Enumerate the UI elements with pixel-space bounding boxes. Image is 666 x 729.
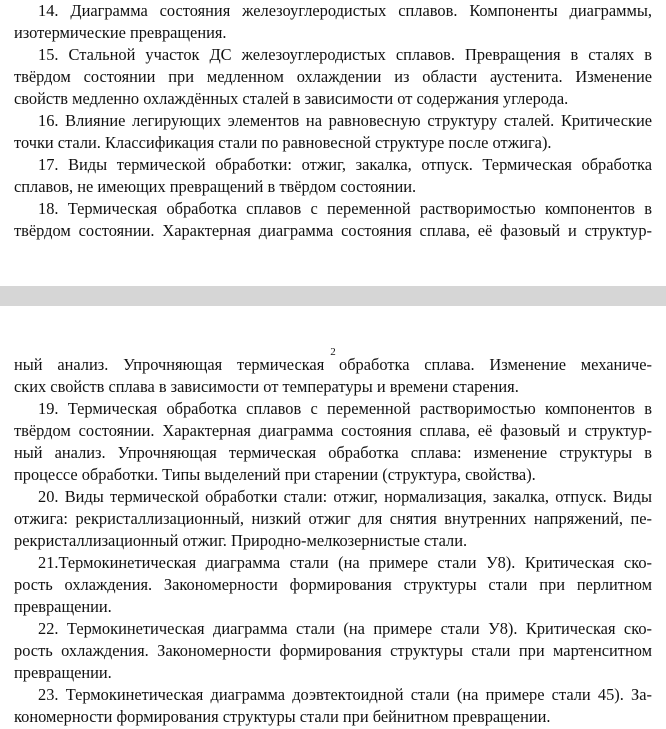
text-line: 16. Влияние легирующих элементов на равновесную структуру сталей. Критические [38,111,652,130]
text-line: сплавов, не имеющих превращений в твёрдом состоянии. [14,177,417,196]
page-number: 2 [330,346,336,358]
document-page-bottom [0,306,666,729]
text-line: рость охлаждения. Закономерности формирования структуры стали при перлитном [14,575,652,594]
document-page-top [0,0,666,286]
page-top-text [14,0,652,242]
page-separator [0,286,666,306]
text-line: твёрдом состоянии при медленном охлаждении из области аустенита. Изменение [14,67,652,86]
text-line: твёрдом состоянии. Характерная диаграмма состояния сплава, её фазовый и структур- [14,221,652,240]
text-line: 18. Термическая обработка сплавов с переменной растворимостью компонентов в [38,199,652,218]
text-line: ный анализ. Упрочняющая термическая обработка сплава. Изменение механиче- [14,355,652,374]
text-line: изотермические превращения. [14,23,227,42]
text-line: ный анализ. Упрочняющая термическая обработка сплава: изменение структуры в [14,443,652,462]
text-line: 15. Стальной участок ДС железоуглеродистых сплавов. Превращения в сталях в [38,45,652,64]
text-line: 20. Виды термической обработки стали: отжиг, нормализация, закалка, отпуск. Виды [38,487,652,506]
text-line: 17. Виды термической обработки: отжиг, закалка, отпуск. Термическая обработка [38,155,652,174]
text-line: рекристаллизационный отжиг. Природно-мелкозернистые стали. [14,531,468,550]
text-line: процессе обработки. Типы выделений при старении (структура, свойства). [14,465,536,484]
text-line: твёрдом состоянии. Характерная диаграмма состояния сплава, её фазовый и структур- [14,421,652,440]
text-line: точки стали. Классификация стали по равновесной структуре после отжига). [14,133,552,152]
page-bottom-text [14,354,652,728]
text-line: рость охлаждения. Закономерности формирования структуры стали при мартенситном [14,641,652,660]
text-line: отжига: рекристаллизационный, низкий отжиг для снятия внутренних напряжений, пе- [14,509,652,528]
text-line: превращении. [14,663,112,682]
text-line: 14. Диаграмма состояния железоуглеродистых сплавов. Компоненты диаграммы, [38,1,652,20]
text-line: 22. Термокинетическая диаграмма стали (на примере стали У8). Критическая ско- [38,619,652,638]
text-line: кономерности формирования структуры стали при бейнитном превращении. [14,707,551,726]
text-line: 19. Термическая обработка сплавов с переменной растворимостью компонентов в [38,399,652,418]
text-line: превращении. [14,597,112,616]
text-line: ских свойств сплава в зависимости от температуры и времени старения. [14,377,519,396]
text-line: 21.Термокинетическая диаграмма стали (на примере стали У8). Критическая ско- [38,553,652,572]
text-line: 23. Термокинетическая диаграмма доэвтектоидной стали (на примере стали 45). За- [38,685,652,704]
text-line: свойств медленно охлаждённых сталей в зависимости от содержания углерода. [14,89,569,108]
